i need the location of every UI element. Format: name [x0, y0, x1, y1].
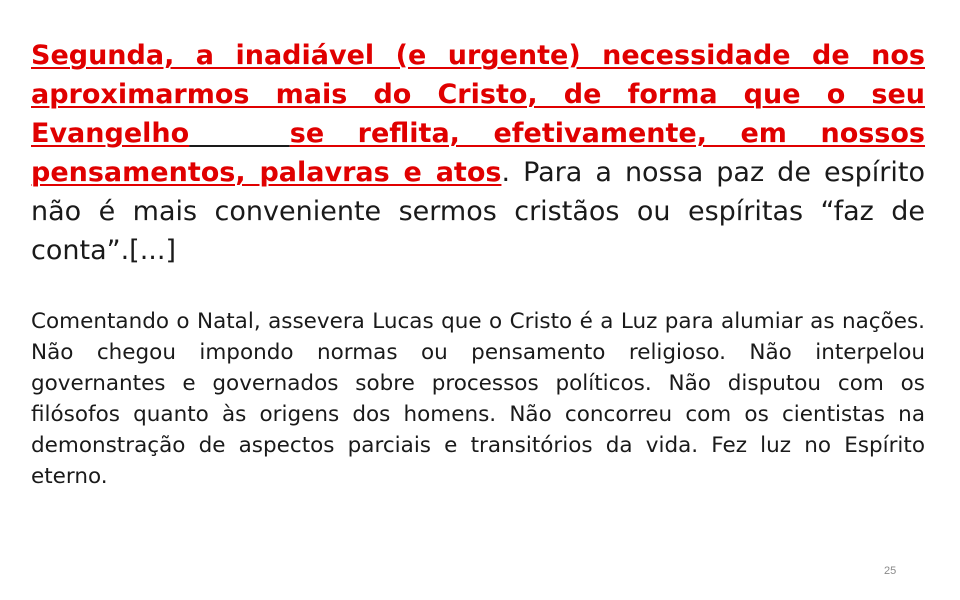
quote-paragraph: [31, 36, 925, 270]
page-number: 25: [884, 565, 897, 577]
emphasized-text-part-1: Segunda, a inadiável (e urgente) necessidade de nos aproximarmos mais do Cristo, de forma que o seu Evangelho: [31, 40, 925, 149]
commentary-paragraph: Comentando o Natal, assevera Lucas que o Cristo é a Luz para alumiar as nações. Não chegou impondo normas ou pensamento religioso. Não interpelou governantes e governados sobre processos políticos. Não disputou com os filósofos quanto às origens dos homens. Não concorreu com os cientistas na demonstração de aspectos parciais e transitórios da vida. Fez luz no Espírito eterno.: [31, 309, 925, 489]
quote-rest-text: . Para a nossa paz de espírito não é mais conveniente sermos cristãos ou espíritas “faz de conta”.[...]: [31, 157, 925, 266]
emphasized-text-part-2: se reflita, efetivamente, em nossos pensamentos, palavras e atos: [31, 118, 926, 188]
underlined-gap: [189, 118, 290, 149]
